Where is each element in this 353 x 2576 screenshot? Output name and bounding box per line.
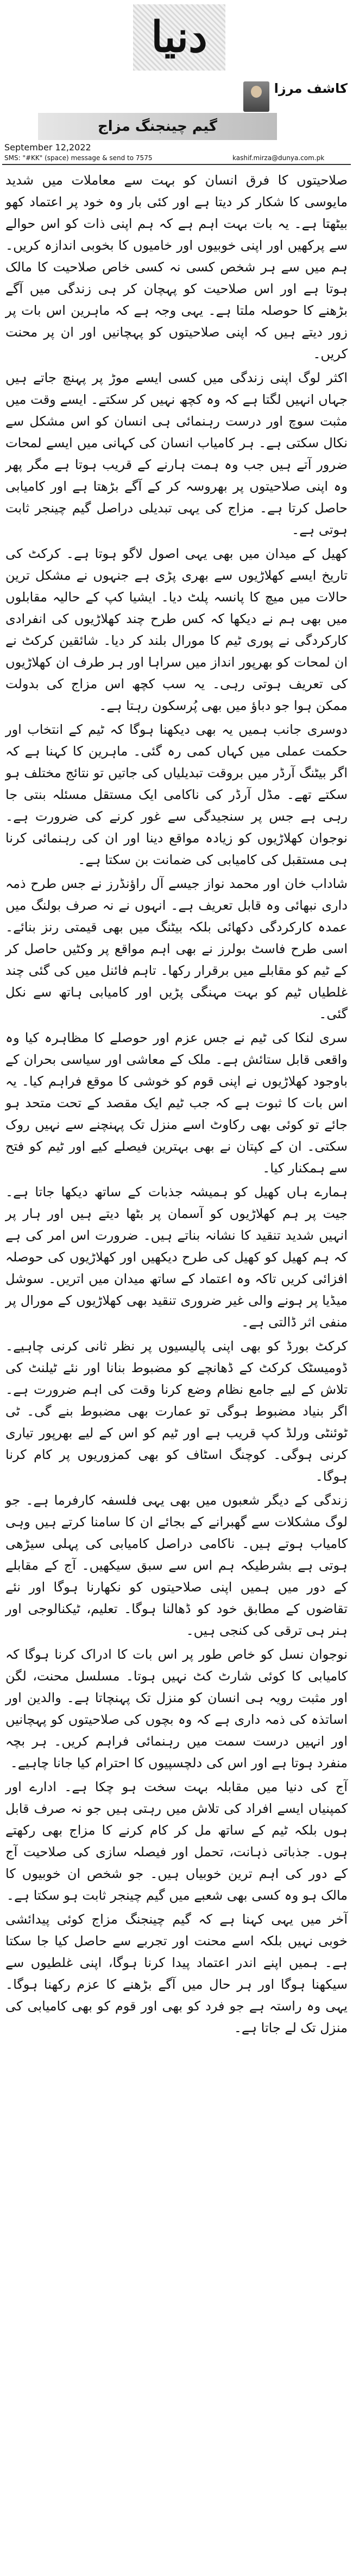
article-paragraph: اکثر لوگ اپنی زندگی میں کسی ایسے موڑ پر پہنچ جاتے ہیں جہاں انہیں لگتا ہے کہ وہ کچھ نہیں کر سکتے۔ ایسے وقت میں مثبت سوچ اور درست رہنمائی ہی انسان کو اس مشکل سے نکال سکتی ہے۔ ہر کامیاب انسان کی کہانی میں ایسے لمحات ضرور آتے ہیں جب وہ ہمت ہارنے کے قریب ہوتا ہے مگر پھر وہ اپنی صلاحیتوں پر بھروسہ کر کے آگے بڑھتا ہے اور کامیابی حاصل کرتا ہے۔ مزاج کی یہی تبدیلی دراصل گیم چینجر ثابت ہوتی ہے۔ (5, 370, 348, 537)
author-name: کاشف مرزا (274, 81, 348, 96)
article-paragraph: نوجوان نسل کو خاص طور پر اس بات کا ادراک کرنا ہوگا کہ کامیابی کا کوئی شارٹ کٹ نہیں ہوتا۔ مسلسل محنت، لگن اور مثبت رویہ ہی انسان کو منزل تک پہنچاتا ہے۔ والدین اور اساتذہ کی ذمہ داری ہے کہ وہ بچوں کی صلاحیتوں کو پہچانیں اور انہیں درست سمت میں رہنمائی فراہم کریں۔ ہر بچہ منفرد ہوتا ہے اور اس کی دلچسپیوں کا احترام کیا جانا چاہیے۔ (5, 1647, 348, 1771)
article-paragraph: آخر میں یہی کہنا ہے کہ گیم چینجنگ مزاج کوئی پیدائشی خوبی نہیں بلکہ اسے محنت اور تجربے سے حاصل کیا جا سکتا ہے۔ ہمیں اپنے اندر اعتماد پیدا کرنا ہوگا، اپنی غلطیوں سے سیکھنا ہوگا اور ہر حال میں آگے بڑھنے کا عزم رکھنا ہوگا۔ یہی وہ راستہ ہے جو فرد کو بھی اور قوم کو بھی کامیابی کی منزل تک لے جاتا ہے۔ (5, 1912, 348, 2035)
article-paragraph: کرکٹ بورڈ کو بھی اپنی پالیسیوں پر نظر ثانی کرنی چاہیے۔ ڈومیسٹک کرکٹ کے ڈھانچے کو مضبوط بنانا اور نئے ٹیلنٹ کی تلاش کے لیے جامع نظام وضع کرنا وقت کی اہم ضرورت ہے۔ اگر بنیاد مضبوط ہوگی تو عمارت بھی مضبوط بنے گی۔ ٹی ٹوئنٹی ورلڈ کپ قریب ہے اور ٹیم کو اس کے لیے بھرپور تیاری کرنی ہوگی۔ کوچنگ اسٹاف کو بھی کمزوریوں پر کام کرنا ہوگا۔ (5, 1338, 348, 1484)
article-paragraph: سری لنکا کی ٹیم نے جس عزم اور حوصلے کا مظاہرہ کیا وہ واقعی قابل ستائش ہے۔ ملک کے معاشی اور سیاسی بحران کے باوجود کھلاڑیوں نے اپنی قوم کو خوشی کا موقع فراہم کیا۔ یہ اس بات کا ثبوت ہے کہ جب ٹیم ایک مقصد کے تحت متحد ہو جائے تو کوئی بھی رکاوٹ اسے منزل تک پہنچنے سے نہیں روک سکتی۔ ان کے کپتان نے بھی بہترین فیصلے کیے اور ٹیم کو فتح سے ہمکنار کیا۔ (5, 1030, 348, 1176)
newspaper-logo (133, 4, 225, 71)
article-paragraph: دوسری جانب ہمیں یہ بھی دیکھنا ہوگا کہ ٹیم کے انتخاب اور حکمت عملی میں کہاں کمی رہ گئی۔ ماہرین کا کہنا ہے کہ اگر بیٹنگ آرڈر میں بروقت تبدیلیاں کی جاتیں تو نتائج مختلف ہو سکتے تھے۔ مڈل آرڈر کی ناکامی ایک مستقل مسئلہ بنتی جا رہی ہے جس پر سنجیدگی سے غور کرنے کی ضرورت ہے۔ نوجوان کھلاڑیوں کو زیادہ مواقع دینا اور ان کی رہنمائی کرنا ہی مستقبل کی کامیابی کی ضمانت بن سکتا ہے۔ (5, 722, 348, 867)
column-title: گیم چینجنگ مزاج (97, 118, 218, 135)
logo-wordmark: دنیا (151, 12, 207, 62)
article-paragraph: کھیل کے میدان میں بھی یہی اصول لاگو ہوتا ہے۔ کرکٹ کی تاریخ ایسے کھلاڑیوں سے بھری پڑی ہے جنہوں نے مشکل ترین حالات میں میچ کا پانسہ پلٹ دیا۔ ایشیا کپ کے حالیہ مقابلوں میں بھی ہم نے دیکھا کہ کس طرح چند کھلاڑیوں کی انفرادی کارکردگی نے پوری ٹیم کا مورال بلند کر دیا۔ شائقین کرکٹ نے ان لمحات کو بھرپور انداز میں سراہا اور ہر طرف ان کھلاڑیوں کی تعریف ہوتی رہی۔ یہ سب کچھ اس مزاج کی بدولت ممکن ہوا جو دباؤ میں بھی پُرسکون رہتا ہے۔ (5, 546, 348, 713)
article-paragraph: ہمارے ہاں کھیل کو ہمیشہ جذبات کے ساتھ دیکھا جاتا ہے۔ جیت پر ہم کھلاڑیوں کو آسمان پر بٹھا دیتے ہیں اور ہار پر انہیں شدید تنقید کا نشانہ بناتے ہیں۔ ضرورت اس امر کی ہے کہ ہم کھیل کو کھیل کی طرح دیکھیں اور کھلاڑیوں کی حوصلہ افزائی کریں تاکہ وہ اعتماد کے ساتھ میدان میں اتریں۔ سوشل میڈیا پر ہونے والی غیر ضروری تنقید بھی کھلاڑیوں کے مورال پر منفی اثر ڈالتی ہے۔ (5, 1184, 348, 1330)
author-email[interactable]: kashif.mirza@dunya.com.pk (232, 154, 325, 162)
publish-date: September 12,2022 (4, 142, 91, 153)
sms-instructions: SMS: "#KK" (space) message & send to 7575 (4, 154, 153, 162)
masthead (0, 0, 353, 162)
author-photo (243, 81, 269, 112)
header-divider (2, 164, 351, 165)
article-body (5, 169, 348, 2041)
article-paragraph: شاداب خان اور محمد نواز جیسے آل راؤنڈرز نے جس طرح ذمہ داری نبھائی وہ قابل تعریف ہے۔ انہوں نے نہ صرف بولنگ میں عمدہ کارکردگی دکھائی بلکہ بیٹنگ میں بھی قیمتی رنز بنائے۔ اسی طرح فاسٹ بولرز نے بھی اہم مواقع پر وکٹیں حاصل کر کے ٹیم کو مقابلے میں برقرار رکھا۔ تاہم فائنل میں کی گئی چند غلطیاں ٹیم کو بہت مہنگی پڑیں اور کامیابی ہاتھ سے نکل گئی۔ (5, 876, 348, 1021)
article-paragraph: آج کی دنیا میں مقابلہ بہت سخت ہو چکا ہے۔ ادارے اور کمپنیاں ایسے افراد کی تلاش میں رہتی ہیں جو نہ صرف قابل ہوں بلکہ ٹیم کے ساتھ مل کر کام کرنے کا مزاج بھی رکھتے ہوں۔ جذباتی ذہانت، تحمل اور فیصلہ سازی کی صلاحیت آج کے دور کی اہم ترین خوبیاں ہیں۔ جو شخص ان خوبیوں کا مالک ہو وہ کسی بھی شعبے میں گیم چینجر ثابت ہو سکتا ہے۔ (5, 1779, 348, 1903)
article-paragraph: صلاحیتوں کا فرق انسان کو بہت سے معاملات میں شدید مایوسی کا شکار کر دیتا ہے اور کئی بار وہ خود پر اعتماد کھو بیٹھتا ہے۔ یہ بات بہت اہم ہے کہ ہم اپنی ذات کو اس حوالے سے پرکھیں اور اپنی خوبیوں اور خامیوں کا بخوبی اندازہ کریں۔ ہم میں سے ہر شخص کسی نہ کسی خاص صلاحیت کا مالک ہوتا ہے اور اس صلاحیت کو پہچان کر ہی زندگی میں آگے بڑھنے کا حوصلہ ملتا ہے۔ یہی وجہ ہے کہ ماہرین اس بات پر زور دیتے ہیں کہ اپنی صلاحیتوں کو پہچانیں اور ان پر محنت کریں۔ (5, 173, 348, 361)
article-paragraph: زندگی کے دیگر شعبوں میں بھی یہی فلسفہ کارفرما ہے۔ جو لوگ مشکلات سے گھبرانے کے بجائے ان کا سامنا کرتے ہیں وہی کامیاب ہوتے ہیں۔ ناکامی دراصل کامیابی کی پہلی سیڑھی ہوتی ہے بشرطیکہ ہم اس سے سبق سیکھیں۔ آج کے مقابلے کے دور میں ہمیں اپنی صلاحیتوں کو نکھارنا ہوگا اور نئے تقاضوں کے مطابق خود کو ڈھالنا ہوگا۔ تعلیم، ٹیکنالوجی اور ہنر ہی ترقی کی کنجی ہیں۔ (5, 1493, 348, 1638)
